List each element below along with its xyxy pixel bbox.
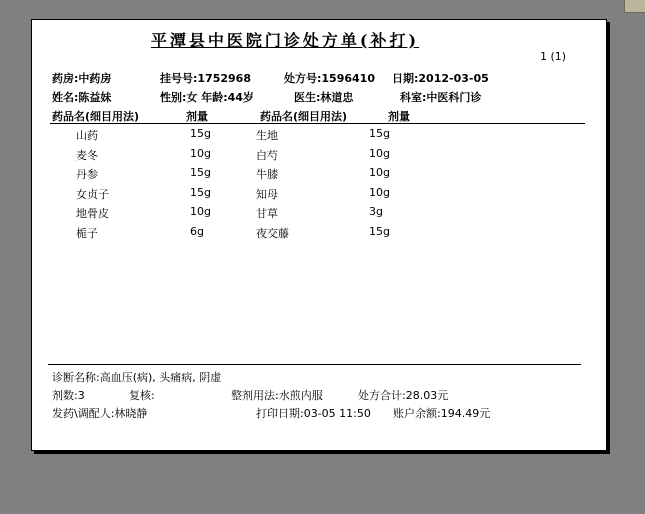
- diagnosis: 诊断名称:高血压(病), 头痛病, 阴虚: [52, 371, 222, 384]
- drug-name: 地骨皮: [76, 207, 109, 220]
- print-date: 打印日期:03-05 11:50: [256, 407, 371, 420]
- drug-name: 山药: [76, 129, 98, 142]
- patient-name: 姓名:陈益妹: [52, 91, 112, 104]
- header-divider: [50, 123, 585, 124]
- usage-field: 整剂用法:水煎内服: [231, 389, 323, 402]
- drug-name: 女贞子: [76, 188, 109, 201]
- drug-dose: 15g: [190, 166, 211, 179]
- drug-name: 甘草: [256, 207, 278, 220]
- drug-name: 生地: [256, 129, 278, 142]
- pharmacy-field: 药房:中药房: [52, 72, 112, 85]
- column-header-drug-2: 药品名(细目用法): [260, 110, 348, 123]
- drug-name: 白芍: [256, 149, 278, 162]
- gender-age: 性别:女 年龄:44岁: [160, 91, 254, 104]
- drug-dose: 6g: [190, 225, 204, 238]
- department-field: 科室:中医科门诊: [400, 91, 482, 104]
- drug-name: 丹参: [76, 168, 98, 181]
- prescription-number: 处方号:1596410: [284, 72, 375, 85]
- registration-number: 挂号号:1752968: [160, 72, 251, 85]
- page-title: 平潭县中医院门诊处方单(补打): [150, 31, 420, 50]
- footer-divider: [48, 364, 581, 365]
- dispenser-field: 发药\调配人:林晓静: [52, 407, 148, 420]
- drug-dose: 15g: [190, 186, 211, 199]
- column-header-dose-2: 剂量: [388, 110, 410, 123]
- drug-dose: 3g: [369, 205, 383, 218]
- prescription-total: 处方合计:28.03元: [358, 389, 449, 402]
- drug-dose: 10g: [369, 166, 390, 179]
- doctor-field: 医生:林道忠: [294, 91, 354, 104]
- date-field: 日期:2012-03-05: [392, 72, 489, 85]
- column-header-drug-1: 药品名(细目用法): [52, 110, 140, 123]
- drug-dose: 10g: [190, 205, 211, 218]
- drug-name: 麦冬: [76, 149, 98, 162]
- drug-dose: 15g: [190, 127, 211, 140]
- drug-dose: 15g: [369, 225, 390, 238]
- review-field: 复核:: [129, 389, 155, 402]
- drug-dose: 10g: [369, 147, 390, 160]
- page-number: 1 (1): [540, 50, 567, 63]
- drug-name: 知母: [256, 188, 278, 201]
- window-corner: [624, 0, 645, 13]
- dose-count: 剂数:3: [52, 389, 85, 402]
- drug-dose: 15g: [369, 127, 390, 140]
- drug-name: 牛膝: [256, 168, 278, 181]
- column-header-dose-1: 剂量: [186, 110, 208, 123]
- drug-name: 栀子: [76, 227, 98, 240]
- drug-dose: 10g: [369, 186, 390, 199]
- account-balance: 账户余额:194.49元: [393, 407, 491, 420]
- drug-dose: 10g: [190, 147, 211, 160]
- drug-name: 夜交藤: [256, 227, 289, 240]
